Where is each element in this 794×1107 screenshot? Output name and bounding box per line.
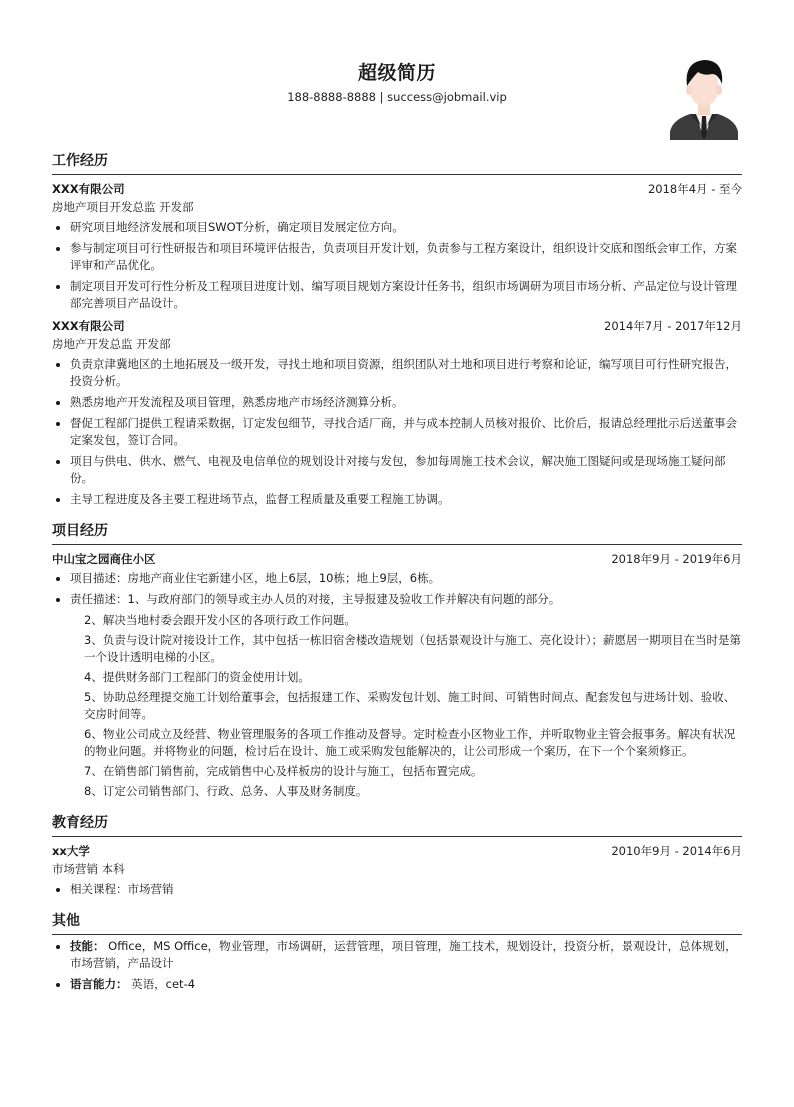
skills-item (70, 938, 742, 972)
section-title-education: 教育经历 (52, 812, 742, 837)
skills-label: 技能： (70, 939, 105, 953)
job-title: 房地产开发总监 开发部 (52, 337, 171, 351)
list-item: • 制定项目开发可行性分析及工程项目进度计划、编写项目规划方案设计任务书，组织市场调研为项目市场分析、产品定位与设计管理部完善项目产品设计。 (70, 278, 742, 312)
degree: 市场营销 本科 (52, 862, 125, 876)
list-item: • 参与制定项目可行性研报告和项目环境评估报告，负责项目开发计划，负责参与工程方案设计，组织设计交底和图纸会审工作，方案评审和产品优化。 (70, 240, 742, 274)
date-range: 2014年7月 - 2017年12月 (604, 319, 742, 333)
list-item: 7、在销售部门销售前，完成销售中心及样板房的设计与施工，包括布置完成。 (84, 764, 483, 778)
list-item: 3、负责与设计院对接设计工作，其中包括一栋旧宿舍楼改造规划（包括景观设计与施工、亮化设计）；薪愿居一期项目在当时是第一个设计透明电梯的小区。 (84, 633, 742, 664)
school-name: xx大学 (52, 844, 90, 858)
contact-info: 188-8888-8888 | success@jobmail.vip (287, 90, 507, 104)
project-name: 中山宝之园商住小区 (52, 552, 156, 566)
language-value: 英语，cet-4 (131, 977, 196, 991)
list-item: 8、订定公司销售部门、行政、总务、人事及财务制度。 (84, 784, 368, 798)
list-item: • 相关课程：市场营销 (70, 881, 742, 898)
section-title-work: 工作经历 (52, 150, 742, 175)
list-item: 5、协助总经理提交施工计划给董事会，包括报建工作、采购发包计划、施工时间、可销售时间点、配套发包与进场计划、验收、交房时间等。 (84, 690, 736, 721)
list-item: 2、解决当地村委会跟开发小区的各项行政工作问题。 (84, 613, 356, 627)
date-range: 2010年9月 - 2014年6月 (611, 844, 742, 858)
company-name: XXX有限公司 (52, 319, 125, 333)
date-range: 2018年9月 - 2019年6月 (611, 552, 742, 566)
job-title: 房地产项目开发总监 开发部 (52, 200, 194, 214)
list-item: • 项目描述：房地产商业住宅新建小区，地上6层，10栋；地上9层，6栋。 (70, 570, 742, 587)
resume-name: 超级简历 (357, 62, 436, 84)
list-item: • 负责京津冀地区的土地拓展及一级开发，寻找土地和项目资源，组织团队对土地和项目进行考察和论证，编写项目可行性研究报告，投资分析。 (70, 356, 742, 390)
list-item: • 督促工程部门提供工程请采数据，订定发包细节，寻找合适厂商，并与成本控制人员核对报价、比价后，报请总经理批示后送董事会定案发包，签订合同。 (70, 415, 742, 449)
list-item: 4、提供财务部门工程部门的资金使用计划。 (84, 670, 310, 684)
education-header (52, 843, 742, 859)
work-entry-1-bullets (52, 219, 742, 312)
company-name: XXX有限公司 (52, 182, 125, 196)
work-entry-2-bullets (52, 356, 742, 508)
list-item: 6、物业公司成立及经营、物业管理服务的各项工作推动及督导。定时检查小区物业工作，并听取物业主管会报事务。解决有状况的物业问题。并将物业的问题，检讨后在设计、施工或采购发包能解决的，让公司形成一个案历，在下一个个案须修正。 (84, 727, 736, 758)
project-bullets (52, 570, 742, 608)
work-entry-1-header (52, 181, 742, 197)
language-label: 语言能力： (70, 977, 128, 991)
list-item: • 研究项目地经济发展和项目SWOT分析，确定项目发展定位方向。 (70, 219, 742, 236)
other-bullets (52, 938, 742, 993)
resume-content (52, 150, 742, 997)
project-header (52, 551, 742, 567)
project-subitems (84, 612, 742, 800)
language-item (70, 976, 742, 993)
list-item: • 熟悉房地产开发流程及项目管理，熟悉房地产市场经济测算分析。 (70, 394, 742, 411)
section-title-other: 其他 (52, 910, 742, 935)
skills-value: Office，MS Office，物业管理，市场调研，运营管理，项目管理，施工技术，规划设计，投资分析，景观设计，总体规划，市场营销，产品设计 (70, 939, 737, 970)
section-title-project: 项目经历 (52, 520, 742, 545)
list-item: • 主导工程进度及各主要工程进场节点，监督工程质量及重要工程施工协调。 (70, 491, 742, 508)
list-item: • 项目与供电、供水、燃气、电视及电信单位的规划设计对接与发包，参加每周施工技术会议，解决施工图疑问或是现场施工疑问部份。 (70, 453, 742, 487)
date-range: 2018年4月 - 至今 (647, 182, 742, 196)
education-bullets (52, 881, 742, 898)
avatar (668, 54, 740, 140)
list-item: • 责任描述：1、与政府部门的领导或主办人员的对接，主导报建及验收工作并解决有问题的部分。 (70, 591, 742, 608)
work-entry-2-header (52, 318, 742, 334)
person-avatar-icon (668, 54, 740, 140)
